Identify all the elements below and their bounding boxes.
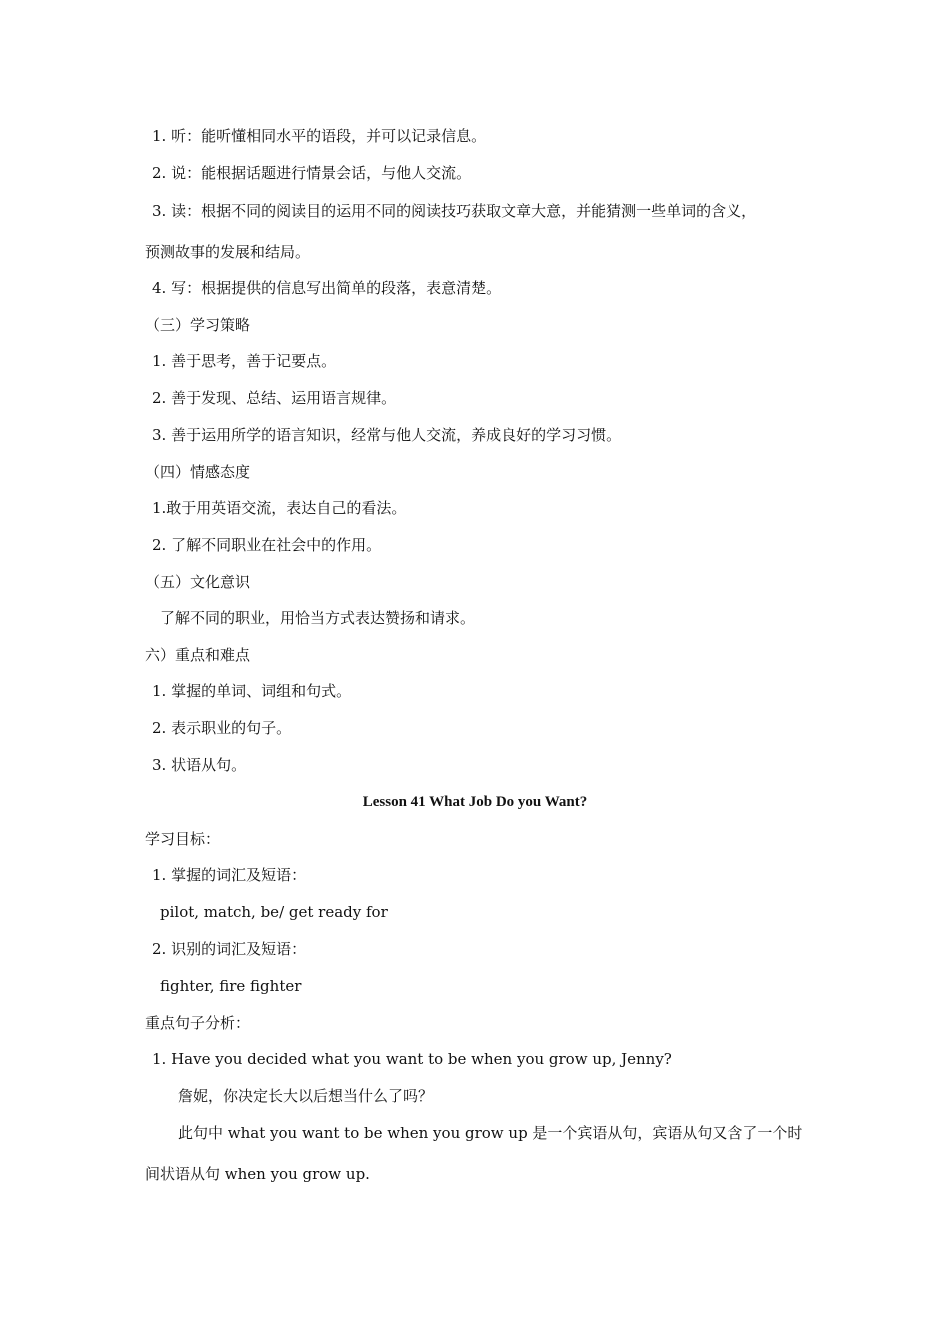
attitude-item: 1.敢于用英语交流，表达自己的看法。 bbox=[152, 499, 407, 517]
ability-reading-continued: 预测故事的发展和结局。 bbox=[145, 243, 311, 261]
lesson-title: Lesson 41 What Job Do you Want? bbox=[362, 794, 588, 810]
goals-heading: 学习目标： bbox=[145, 830, 221, 848]
culture-heading: （五）文化意识 bbox=[145, 573, 251, 591]
analysis-heading: 重点句子分析： bbox=[145, 1014, 251, 1032]
key-sentence-note-continued: 间状语从句 when you grow up. bbox=[145, 1165, 370, 1183]
master-vocab-heading: 1. 掌握的词汇及短语： bbox=[152, 866, 307, 884]
ability-reading: 3. 读：根据不同的阅读目的运用不同的阅读技巧获取文章大意，并能猜测一些单词的含义， bbox=[152, 202, 757, 220]
key-sentence-translation: 詹妮，你决定长大以后想当什么了吗？ bbox=[178, 1087, 434, 1105]
keypoint-item: 3. 状语从句。 bbox=[152, 756, 247, 774]
ability-speaking: 2. 说：能根据话题进行情景会话，与他人交流。 bbox=[152, 164, 472, 182]
ability-listening: 1. 听：能听懂相同水平的语段，并可以记录信息。 bbox=[152, 127, 487, 145]
recognize-vocab-heading: 2. 识别的词汇及短语： bbox=[152, 940, 307, 958]
attitude-heading: （四）情感态度 bbox=[145, 463, 251, 481]
keypoint-item: 2. 表示职业的句子。 bbox=[152, 719, 292, 737]
keypoint-item: 1. 掌握的单词、词组和句式。 bbox=[152, 682, 352, 700]
strategy-heading: （三）学习策略 bbox=[145, 316, 251, 334]
master-vocab-words: pilot, match, be/ get ready for bbox=[160, 903, 388, 921]
strategy-item: 2. 善于发现、总结、运用语言规律。 bbox=[152, 389, 397, 407]
recognize-vocab-words: fighter, fire fighter bbox=[160, 977, 302, 995]
strategy-item: 3. 善于运用所学的语言知识，经常与他人交流，养成良好的学习习惯。 bbox=[152, 426, 622, 444]
strategy-item: 1. 善于思考，善于记要点。 bbox=[152, 352, 337, 370]
keypoints-heading: 六）重点和难点 bbox=[145, 646, 251, 664]
ability-writing: 4. 写：根据提供的信息写出简单的段落，表意清楚。 bbox=[152, 279, 502, 297]
attitude-item: 2. 了解不同职业在社会中的作用。 bbox=[152, 536, 382, 554]
key-sentence: 1. Have you decided what you want to be when you grow up, Jenny? bbox=[152, 1050, 672, 1068]
culture-text: 了解不同的职业，用恰当方式表达赞扬和请求。 bbox=[160, 609, 476, 627]
key-sentence-note: 此句中 what you want to be when you grow up 是一个宾语从句，宾语从句又含了一个时 bbox=[178, 1124, 803, 1142]
